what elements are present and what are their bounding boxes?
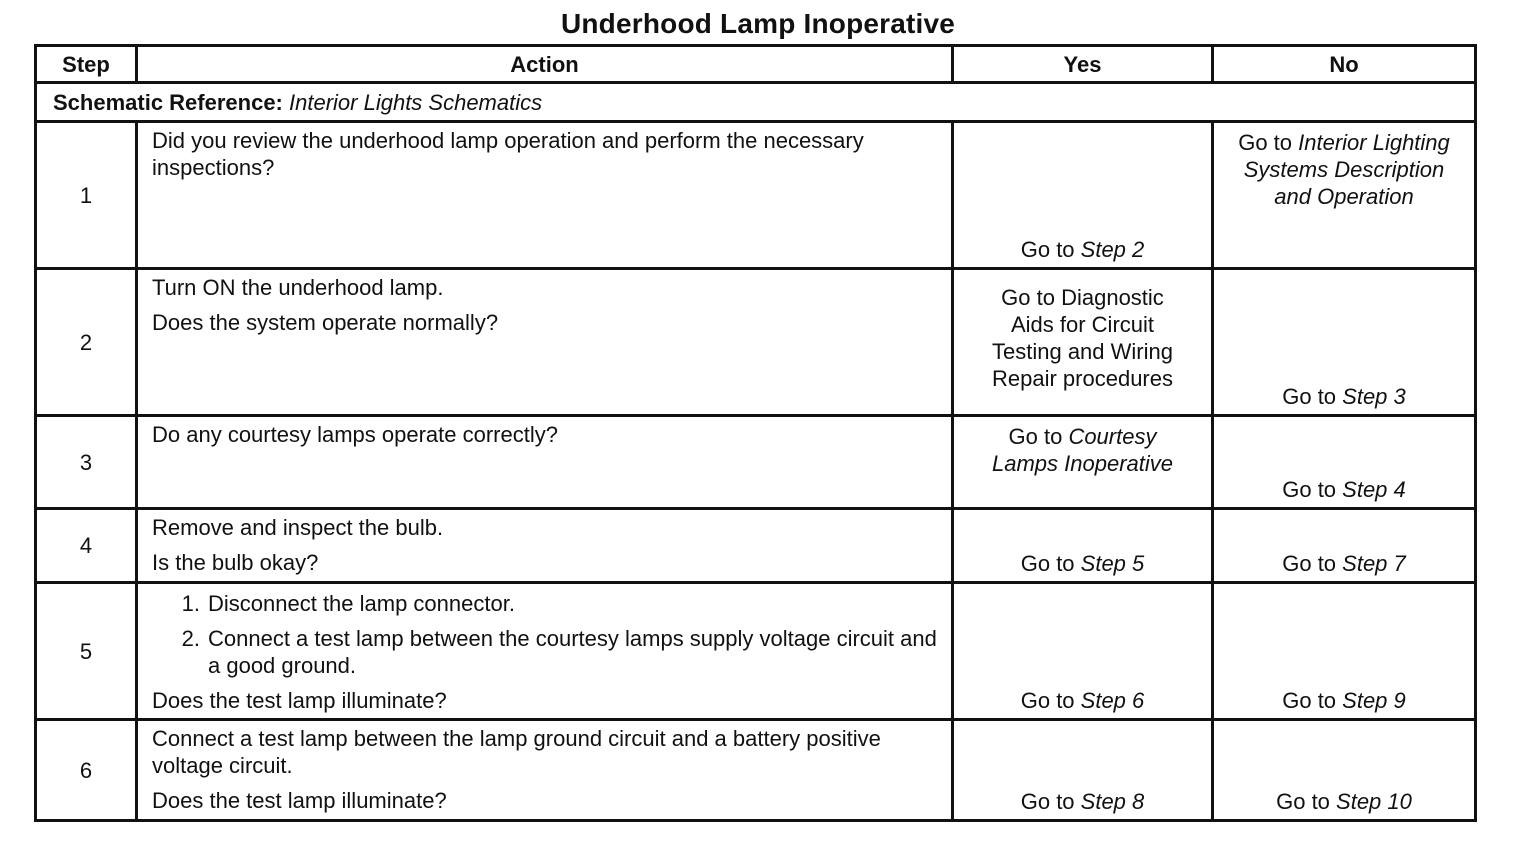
action-cell — [137, 269, 953, 416]
action-text: Connect a test lamp between the lamp ground circuit and a battery positive voltage circuit. — [152, 726, 881, 778]
no-cell — [1213, 509, 1476, 583]
yes-result[interactable]: Go to Diagnostic Aids for Circuit Testing and Wiring Repair procedures — [992, 285, 1173, 391]
no-cell — [1213, 416, 1476, 509]
step-number: 3 — [36, 416, 137, 509]
header-no: No — [1213, 46, 1476, 83]
yes-result[interactable]: Go to Step 5 — [1020, 551, 1145, 576]
yes-cell — [953, 269, 1213, 416]
no-cell — [1213, 720, 1476, 821]
table-row — [36, 122, 1476, 269]
action-cell — [137, 720, 953, 821]
action-question: Does the test lamp illuminate? — [152, 688, 447, 713]
yes-cell — [953, 720, 1213, 821]
action-text: Do any courtesy lamps operate correctly? — [152, 422, 558, 447]
table-row — [36, 720, 1476, 821]
step-number: 2 — [36, 269, 137, 416]
schematic-reference — [36, 83, 1476, 122]
page-title: Underhood Lamp Inoperative — [560, 8, 956, 39]
action-cell — [137, 122, 953, 269]
yes-result[interactable]: Go to Step 2 — [1020, 237, 1145, 262]
schematic-row — [36, 83, 1476, 122]
yes-result[interactable]: Go to Courtesy Lamps Inoperative — [992, 424, 1173, 476]
step-number: 5 — [36, 583, 137, 720]
list-item — [152, 625, 937, 679]
list-number: 2. — [181, 626, 200, 651]
list-text: Connect a test lamp between the courtesy lamps supply voltage circuit and a good ground. — [208, 626, 937, 678]
header-step: Step — [36, 46, 137, 83]
schematic-label: Schematic Reference: — [53, 89, 283, 115]
header-yes: Yes — [953, 46, 1213, 83]
table-row — [36, 509, 1476, 583]
action-cell — [137, 509, 953, 583]
header-row — [36, 46, 1476, 83]
yes-result[interactable]: Go to Step 8 — [1020, 789, 1145, 814]
step-number: 6 — [36, 720, 137, 821]
yes-cell — [953, 509, 1213, 583]
no-result[interactable]: Go to Step 3 — [1282, 384, 1406, 409]
yes-cell — [953, 416, 1213, 509]
no-cell — [1213, 269, 1476, 416]
no-result[interactable]: Go to Step 7 — [1282, 551, 1406, 576]
yes-cell — [953, 122, 1213, 269]
diagnostic-table — [34, 44, 1477, 822]
list-number: 1. — [181, 591, 200, 616]
action-question: Does the test lamp illuminate? — [152, 788, 447, 813]
no-result[interactable]: Go to Step 9 — [1282, 688, 1406, 713]
action-text: Remove and inspect the bulb. — [152, 515, 444, 540]
action-question: Does the system operate normally? — [152, 310, 499, 335]
header-action: Action — [137, 46, 953, 83]
yes-result[interactable]: Go to Step 6 — [1020, 688, 1145, 713]
no-result[interactable]: Go to Step 10 — [1276, 789, 1412, 814]
action-text: Did you review the underhood lamp operation and perform the necessary inspections? — [152, 128, 864, 180]
action-question: Is the bulb okay? — [152, 550, 319, 575]
table-row — [36, 416, 1476, 509]
list-text: Disconnect the lamp connector. — [208, 591, 515, 616]
no-result[interactable]: Go to Step 4 — [1282, 477, 1406, 502]
yes-cell — [953, 583, 1213, 720]
action-cell — [137, 583, 953, 720]
schematic-link[interactable]: Interior Lights Schematics — [289, 89, 543, 115]
action-list — [152, 590, 937, 679]
step-number: 4 — [36, 509, 137, 583]
step-number: 1 — [36, 122, 137, 269]
action-cell — [137, 416, 953, 509]
action-text: Turn ON the underhood lamp. — [152, 275, 444, 300]
table-row — [36, 583, 1476, 720]
list-item — [152, 590, 937, 617]
no-result[interactable]: Go to Interior Lighting Systems Description and Operation — [1238, 130, 1450, 209]
no-cell — [1213, 583, 1476, 720]
table-row — [36, 269, 1476, 416]
no-cell — [1213, 122, 1476, 269]
